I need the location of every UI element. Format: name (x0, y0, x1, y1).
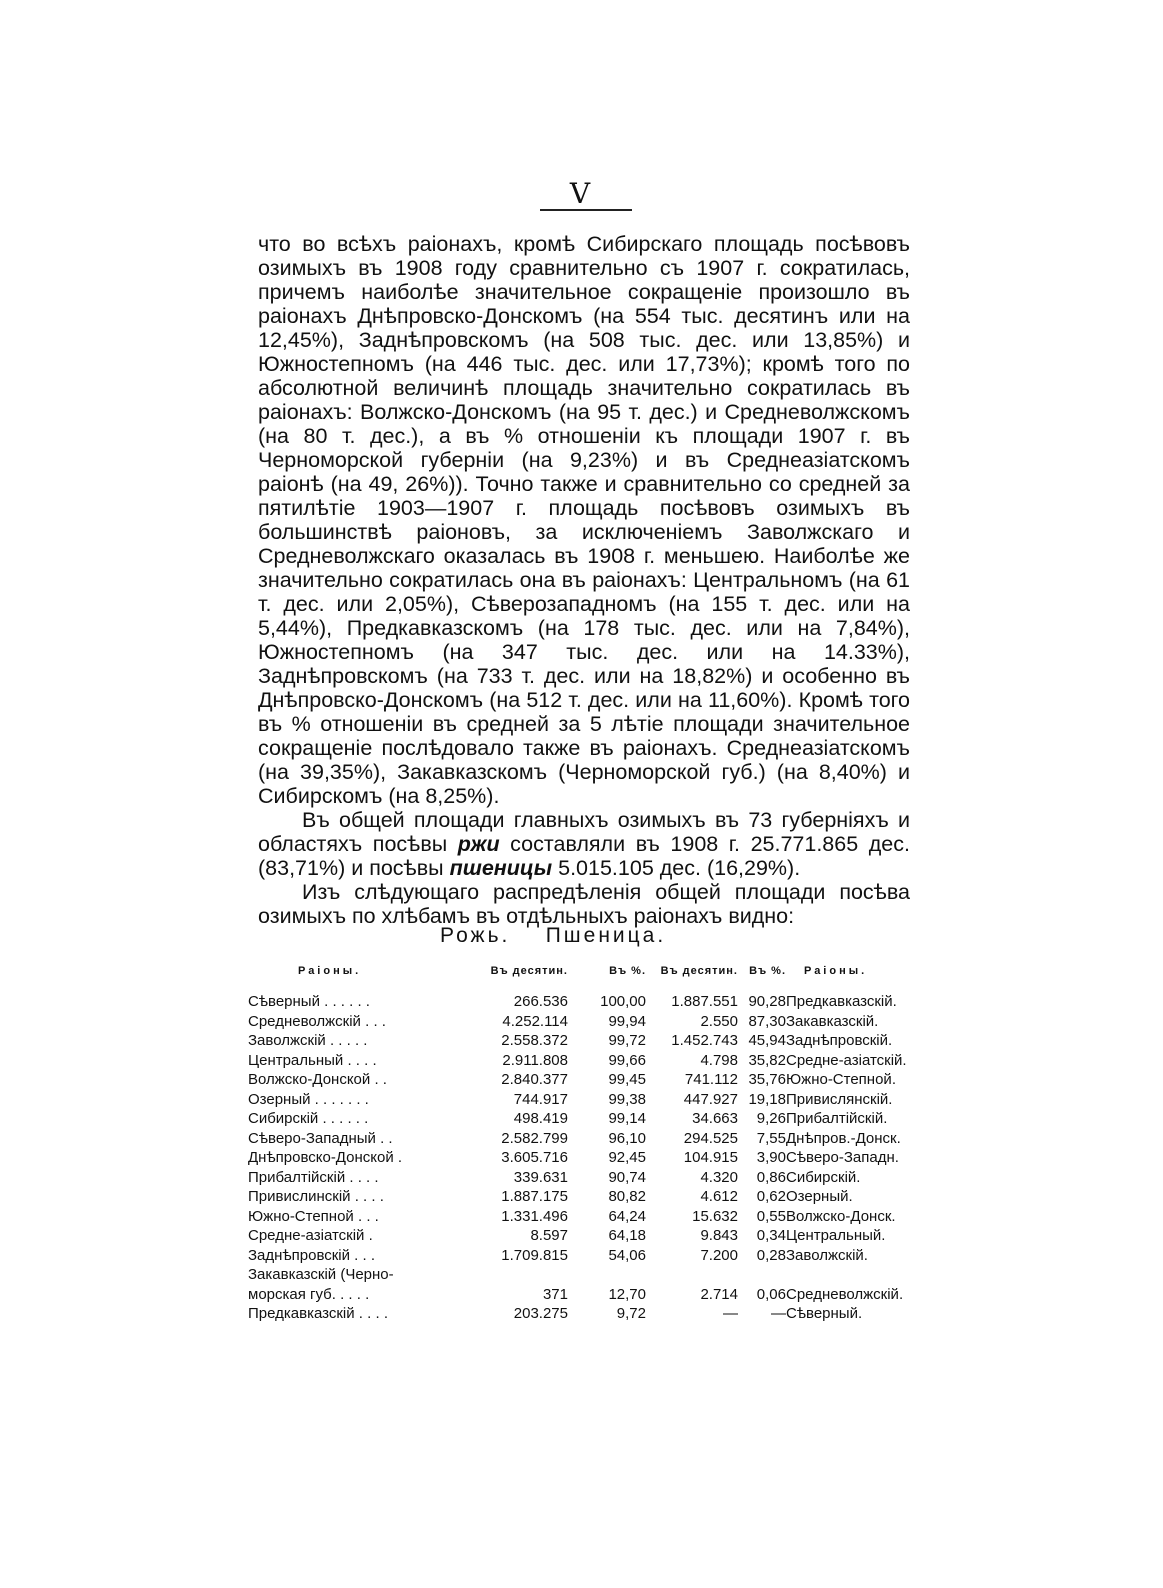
region-cell: Сѣверный . . . . . . (248, 993, 370, 1010)
region-cell: Заднѣпровскій . . . (248, 1246, 376, 1264)
rye-desyatin-cell: 2.911.808 (502, 1051, 568, 1069)
table-row (248, 1051, 908, 1071)
wheat-desyatin-cell: 1.887.551 (671, 993, 738, 1010)
wheat-desyatin-cell: 9.843 (700, 1227, 738, 1244)
wheat-region-cell: Средне-азіатскій. (786, 1051, 907, 1069)
wheat-region-cell: Южно-Степной. (786, 1071, 896, 1088)
rye-percent-cell: 9,72 (616, 1305, 646, 1322)
page-number: V (569, 177, 591, 210)
rye-desyatin-cell: 266.536 (513, 993, 568, 1010)
wheat-region-cell: Закавказскій. (786, 1012, 879, 1030)
table-row (248, 1168, 908, 1188)
region-cell: Центральный . . . . (248, 1051, 377, 1069)
rye-desyatin-cell: 2.840.377 (501, 1071, 568, 1088)
table-title-wheat: Пшеница. (545, 924, 667, 947)
table-row (248, 992, 908, 1012)
wheat-desyatin-cell (646, 1265, 738, 1285)
rye-desyatin-cell: 1.709.815 (501, 1246, 568, 1264)
paragraph-2-part-2: составляли въ 1908 г. 25.771.865 дес. (83,71%) и посѣвы (258, 832, 910, 880)
header-region-left: Раіоны. (298, 965, 362, 977)
rye-desyatin-cell: 1.331.496 (501, 1207, 568, 1225)
rye-desyatin-cell: 339.631 (513, 1168, 568, 1186)
region-cell: Закавказскій (Черно- (248, 1266, 394, 1283)
wheat-desyatin-cell: 104.915 (683, 1149, 738, 1166)
wheat-desyatin-cell: 2.550 (700, 1012, 738, 1030)
table-row (248, 1265, 908, 1285)
table-row (248, 1187, 908, 1207)
table-row (248, 1207, 908, 1227)
wheat-desyatin-cell: 294.525 (683, 1129, 738, 1147)
wheat-desyatin-cell: 15.632 (692, 1207, 738, 1225)
region-cell: Средневолжскій . . . (248, 1012, 386, 1030)
region-cell: Прибалтійскій . . . . (248, 1168, 379, 1186)
wheat-percent-cell: 35,82 (748, 1051, 786, 1069)
table-row (248, 1012, 908, 1032)
rye-percent-cell: 80,82 (608, 1188, 646, 1205)
wheat-region-cell: Сибирскій. (786, 1168, 861, 1186)
wheat-percent-cell (738, 1265, 786, 1285)
table-row (248, 1226, 908, 1246)
wheat-region-cell: Днѣпров.-Донск. (786, 1129, 901, 1147)
wheat-desyatin-cell: 7.200 (700, 1246, 738, 1264)
region-cell: Заволжскій . . . . . (248, 1032, 368, 1049)
region-cell: Днѣпровско-Донской . (248, 1149, 403, 1166)
rye-desyatin-cell (486, 1265, 568, 1285)
wheat-percent-cell: 35,76 (748, 1071, 786, 1088)
rye-percent-cell (568, 1265, 646, 1285)
region-cell: Озерный . . . . . . . (248, 1090, 369, 1108)
wheat-word: пшеницы (449, 856, 553, 880)
wheat-desyatin-cell: 4.798 (700, 1051, 738, 1069)
wheat-region-cell: Средневолжскій. (786, 1285, 904, 1303)
paragraph-3: Изъ слѣдующаго распредѣленія общей площади посѣва озимыхъ по хлѣбамъ въ отдѣльныхъ раіонахъ видно: (258, 880, 910, 928)
table-row (248, 1148, 908, 1168)
region-cell: Предкавказскій . . . . (248, 1305, 388, 1322)
rye-percent-cell: 96,10 (608, 1129, 646, 1147)
rye-percent-cell: 99,45 (608, 1071, 646, 1088)
wheat-desyatin-cell: — (723, 1305, 738, 1322)
rye-percent-cell: 99,66 (608, 1051, 646, 1069)
wheat-percent-cell: 0,06 (756, 1285, 786, 1303)
wheat-percent-cell: 7,55 (756, 1129, 786, 1147)
region-cell: Средне-азіатскій . (248, 1227, 373, 1244)
wheat-percent-cell: 0,86 (756, 1168, 786, 1186)
rye-percent-cell: 99,38 (608, 1090, 646, 1108)
header-rye-pct: Въ %. (609, 965, 646, 977)
rye-percent-cell: 99,94 (608, 1012, 646, 1030)
wheat-percent-cell: 87,30 (748, 1012, 786, 1030)
region-cell: морская губ. . . . . (248, 1285, 370, 1303)
rye-desyatin-cell: 203.275 (513, 1305, 568, 1322)
rye-desyatin-cell: 2.558.372 (501, 1032, 568, 1049)
wheat-region-cell: Сѣверо-Западн. (786, 1149, 899, 1166)
wheat-region-cell (786, 1265, 908, 1285)
region-cell: Волжско-Донской . . (248, 1071, 387, 1088)
wheat-percent-cell: 45,94 (748, 1032, 786, 1049)
wheat-region-cell: Привислянскій. (786, 1090, 893, 1108)
rye-word: ржи (457, 832, 500, 856)
rye-desyatin-cell: 498.419 (513, 1110, 568, 1127)
region-cell: Сѣверо-Западный . . (248, 1129, 393, 1147)
body-text (258, 232, 910, 928)
rye-percent-cell: 90,74 (608, 1168, 646, 1186)
rye-desyatin-cell: 3.605.716 (501, 1149, 568, 1166)
region-cell: Привислинскій . . . . (248, 1188, 384, 1205)
crop-table (248, 958, 908, 1324)
table-row (248, 1090, 908, 1110)
rye-percent-cell: 92,45 (608, 1149, 646, 1166)
header-wheat-pct: Въ %. (749, 965, 786, 977)
rye-percent-cell: 64,24 (608, 1207, 646, 1225)
wheat-desyatin-cell: 4.320 (700, 1168, 738, 1186)
header-region-right: Раіоны. (804, 965, 868, 977)
wheat-percent-cell: 3,90 (756, 1149, 786, 1166)
rye-percent-cell: 54,06 (608, 1246, 646, 1264)
paragraph-2-part-1: Въ общей площади главныхъ озимыхъ въ 73 губерніяхъ и областяхъ посѣвы (258, 808, 910, 856)
region-cell: Южно-Степной . . . (248, 1207, 379, 1225)
wheat-desyatin-cell: 34.663 (692, 1110, 738, 1127)
table-row (248, 1285, 908, 1305)
header-rye-des: Въ десятин. (490, 965, 568, 977)
wheat-percent-cell: 19,18 (748, 1090, 786, 1108)
wheat-desyatin-cell: 1.452.743 (671, 1032, 738, 1049)
wheat-region-cell: Предкавказскій. (786, 993, 897, 1010)
rye-desyatin-cell: 1.887.175 (501, 1188, 568, 1205)
paragraph-2 (258, 808, 910, 880)
table-body (248, 992, 908, 1324)
paragraph-1: что во всѣхъ раіонахъ, кромѣ Сибирскаго площадь посѣвовъ озимыхъ въ 1908 году сравнительно съ 1907 г. сократилась, причемъ наиболѣе значительное сокращеніе произошло въ раіонахъ Днѣпровско-Донскомъ (на 554 тыс. десятинъ или на 12,45%), Заднѣпровскомъ (на 508 тыс. дес. или 13,85%) и Южностепномъ (на 446 тыс. дес. или 17,73%); кромѣ того по абсолютной величинѣ площадь значительно сократилась въ раіонахъ: Волжско-Донскомъ (на 95 т. дес.) и Средневолжскомъ (на 80 т. дес.), а въ % отношеніи къ площади 1907 г. въ Черноморской губерніи (на 9,23%) и въ Среднеазіатскомъ раіонѣ (на 49, 26%)). Точно также и сравнительно со средней за пятилѣтіе 1903—1907 г. площадь посѣвовъ озимыхъ въ большинствѣ раіоновъ, за исключеніемъ Заволжскаго и Средневолжскаго оказалась въ 1908 г. меньшею. Наиболѣе же значительно сократилась она въ раіонахъ: Центральномъ (на 61 т. дес. или 2,05%), Сѣверозападномъ (на 155 т. дес. или на 5,44%), Предкавказскомъ (на 178 тыс. дес. или на 7,84%), Южностепномъ (на 347 тыс. дес. или на 14.33%), Заднѣпровскомъ (на 733 т. дес. или на 18,82%) и особенно въ Днѣпровско-Донскомъ (на 512 т. дес. или на 11,60%). Кромѣ того въ % отношеніи въ средней за 5 лѣтіе площади значительное сокращеніе послѣдовало также въ раіонахъ. Среднеазіатскомъ (на 39,35%), Закавказскомъ (Черноморской губ.) (на 8,40%) и Сибирскомъ (на 8,25%). (258, 232, 910, 808)
wheat-percent-cell: 0,55 (756, 1207, 786, 1225)
table-row (248, 1109, 908, 1129)
wheat-region-cell: Озерный. (786, 1188, 853, 1205)
wheat-region-cell: Волжско-Донск. (786, 1207, 896, 1225)
wheat-region-cell: Заднѣпровскій. (786, 1032, 893, 1049)
table-row (248, 1129, 908, 1149)
wheat-region-cell: Прибалтійскій. (786, 1110, 888, 1127)
page-number-rule (540, 209, 632, 211)
wheat-percent-cell: 0,62 (756, 1188, 786, 1205)
rye-percent-cell: 64,18 (608, 1227, 646, 1244)
table-row (248, 1246, 908, 1266)
rye-desyatin-cell: 371 (542, 1285, 568, 1303)
rye-desyatin-cell: 744.917 (513, 1090, 568, 1108)
wheat-percent-cell: 0,34 (756, 1227, 786, 1244)
wheat-region-cell: Заволжскій. (786, 1246, 868, 1264)
wheat-desyatin-cell: 2.714 (700, 1285, 738, 1303)
table-row (248, 1304, 908, 1324)
wheat-percent-cell: 90,28 (748, 993, 786, 1010)
wheat-percent-cell: — (771, 1305, 786, 1322)
rye-percent-cell: 100,00 (600, 993, 646, 1010)
wheat-desyatin-cell: 447.927 (683, 1090, 738, 1108)
wheat-region-cell: Сѣверный. (786, 1305, 863, 1322)
wheat-percent-cell: 0,28 (756, 1246, 786, 1264)
table-row (248, 1031, 908, 1051)
wheat-region-cell: Центральный. (786, 1227, 886, 1244)
table-title (440, 924, 860, 948)
rye-percent-cell: 99,72 (608, 1032, 646, 1049)
region-cell: Сибирскій . . . . . . (248, 1110, 369, 1127)
table-row (248, 1070, 908, 1090)
rye-percent-cell: 12,70 (608, 1285, 646, 1303)
rye-desyatin-cell: 8.597 (530, 1227, 568, 1244)
rye-desyatin-cell: 4.252.114 (502, 1012, 568, 1030)
wheat-desyatin-cell: 4.612 (700, 1188, 738, 1205)
table-header-row (248, 958, 908, 992)
rye-desyatin-cell: 2.582.799 (501, 1129, 568, 1147)
header-wheat-des: Въ десятин. (660, 965, 738, 977)
wheat-percent-cell: 9,26 (756, 1110, 786, 1127)
table-title-rye: Рожь. (440, 924, 511, 947)
wheat-desyatin-cell: 741.112 (684, 1071, 738, 1088)
paragraph-2-part-3: 5.015.105 дес. (16,29%). (552, 856, 801, 880)
rye-percent-cell: 99,14 (608, 1110, 646, 1127)
